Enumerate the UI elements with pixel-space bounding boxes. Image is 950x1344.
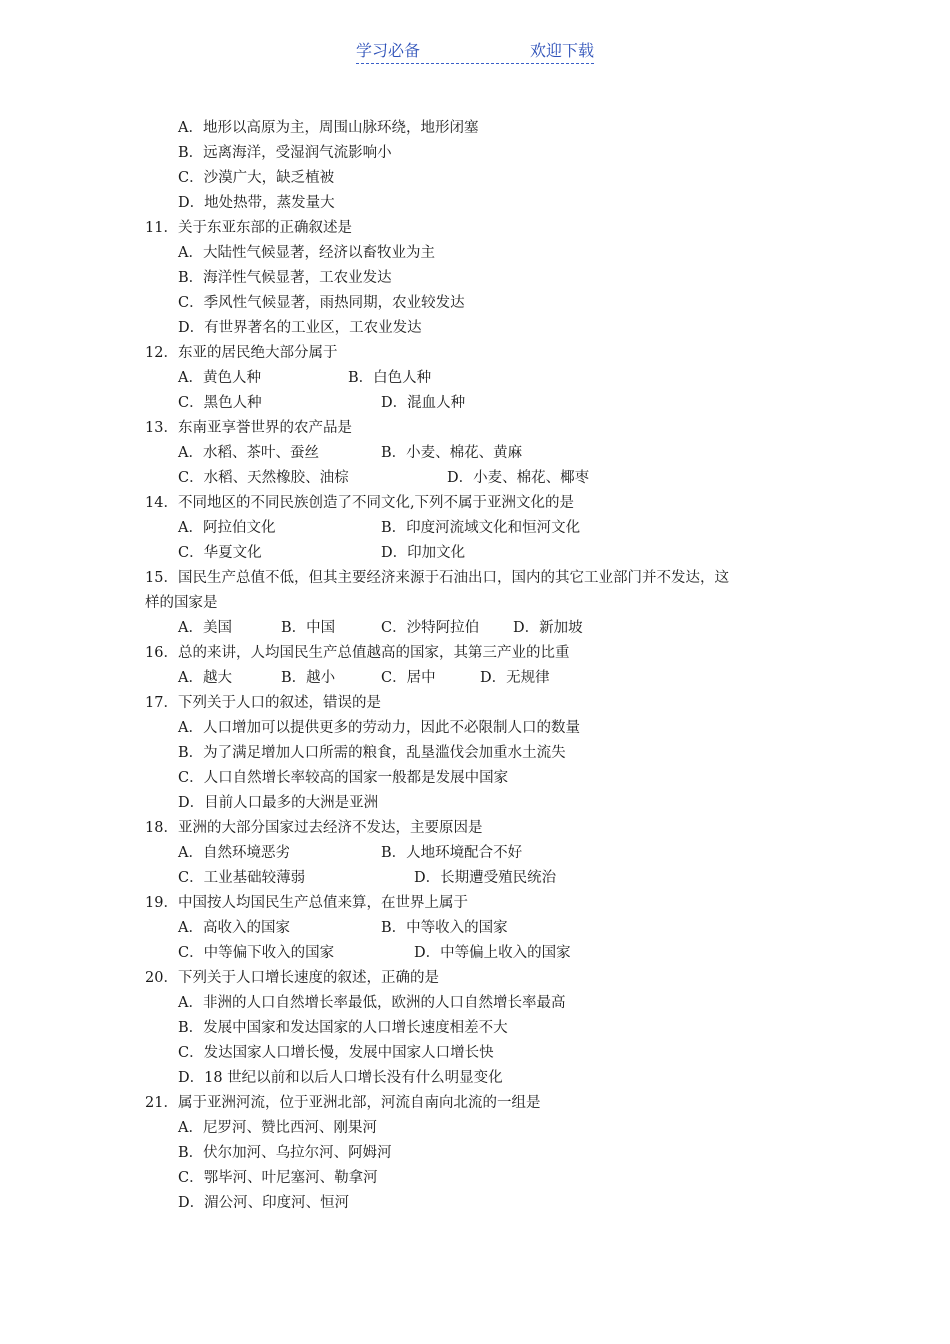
option-row <box>145 391 825 416</box>
question-16: 16．总的来讲，人均国民生产总值越高的国家，其第三产业的比重 <box>145 645 570 661</box>
option-line: D．湄公河、印度河、恒河 <box>178 1195 350 1211</box>
option: B．印度河流域文化和恒河文化 <box>381 520 581 536</box>
option: D．混血人种 <box>381 395 466 411</box>
option-line: D．18 世纪以前和以后人口增长没有什么明显变化 <box>178 1070 503 1086</box>
option-row <box>145 466 825 491</box>
option-line: A．大陆性气候显著，经济以畜牧业为主 <box>178 245 435 261</box>
question-21: 21．属于亚洲河流，位于亚洲北部，河流自南向北流的一组是 <box>145 1095 541 1111</box>
option: B．中国 <box>281 620 336 636</box>
option: B．人地环境配合不好 <box>381 845 523 861</box>
option-line: A．地形以高原为主，周围山脉环绕，地形闭塞 <box>178 120 479 136</box>
option-line: C．人口自然增长率较高的国家一般都是发展中国家 <box>178 770 509 786</box>
header-left-text: 学习必备 <box>356 41 421 60</box>
option: A．高收入的国家 <box>178 920 290 936</box>
option: B．白色人种 <box>348 370 432 386</box>
option-line: A．非洲的人口自然增长率最低，欧洲的人口自然增长率最高 <box>178 995 566 1011</box>
option-line: C．沙漠广大，缺乏植被 <box>178 170 335 186</box>
option-line: D．有世界著名的工业区，工农业发达 <box>178 320 422 336</box>
option-line: B．远离海洋，受湿润气流影响小 <box>178 145 392 161</box>
option-line: C．鄂毕河、叶尼塞河、勒拿河 <box>178 1170 378 1186</box>
question-19: 19．中国按人均国民生产总值来算，在世界上属于 <box>145 895 468 911</box>
option-row <box>145 666 825 691</box>
option-line: D．目前人口最多的大洲是亚洲 <box>178 795 379 811</box>
question-list <box>145 116 825 1216</box>
question-14: 14．不同地区的不同民族创造了不同文化,下列不属于亚洲文化的是 <box>145 495 575 511</box>
option-row <box>145 941 825 966</box>
option-line: C．季风性气候显著，雨热同期，农业较发达 <box>178 295 465 311</box>
question-13: 13．东南亚享誉世界的农产品是 <box>145 420 352 436</box>
option: C．水稻、天然橡胶、油棕 <box>178 470 349 486</box>
header-right-text: 欢迎下载 <box>529 41 594 60</box>
option-line: B．海洋性气候显著，工农业发达 <box>178 270 392 286</box>
page-header <box>356 38 594 64</box>
question-12: 12．东亚的居民绝大部分属于 <box>145 345 338 361</box>
question-15: 15．国民生产总值不低，但其主要经济来源于石油出口，国内的其它工业部门并不发达，这 <box>145 570 729 586</box>
question-18: 18．亚洲的大部分国家过去经济不发达，主要原因是 <box>145 820 483 836</box>
option-line: A．尼罗河、赞比西河、刚果河 <box>178 1120 377 1136</box>
option: D．无规律 <box>480 670 550 686</box>
option-row <box>145 866 825 891</box>
option: B．中等收入的国家 <box>381 920 508 936</box>
question-15-continued: 样的国家是 <box>145 595 218 611</box>
option-line: D．地处热带，蒸发量大 <box>178 195 335 211</box>
option: A．美国 <box>178 620 232 636</box>
option-line: B．为了满足增加人口所需的粮食，乱垦滥伐会加重水土流失 <box>178 745 566 761</box>
option: A．自然环境恶劣 <box>178 845 290 861</box>
option-row <box>145 366 825 391</box>
option-row <box>145 441 825 466</box>
option: A．越大 <box>178 670 232 686</box>
option-row <box>145 516 825 541</box>
option: A．水稻、茶叶、蚕丝 <box>178 445 319 461</box>
option: D．新加坡 <box>513 620 583 636</box>
option: C．居中 <box>381 670 436 686</box>
option: B．越小 <box>281 670 336 686</box>
option: D．小麦、棉花、椰枣 <box>447 470 590 486</box>
option: D．中等偏上收入的国家 <box>414 945 571 961</box>
option: D．长期遭受殖民统治 <box>414 870 557 886</box>
option: C．华夏文化 <box>178 545 262 561</box>
question-11: 11．关于东亚东部的正确叙述是 <box>145 220 352 236</box>
question-17: 17．下列关于人口的叙述，错误的是 <box>145 695 381 711</box>
option-line: C．发达国家人口增长慢，发展中国家人口增长快 <box>178 1045 494 1061</box>
option-row <box>145 541 825 566</box>
option: C．中等偏下收入的国家 <box>178 945 335 961</box>
option: D．印加文化 <box>381 545 466 561</box>
option: A．阿拉伯文化 <box>178 520 276 536</box>
option: C．沙特阿拉伯 <box>381 620 480 636</box>
option: C．工业基础较薄弱 <box>178 870 306 886</box>
option: B．小麦、棉花、黄麻 <box>381 445 523 461</box>
option: C．黑色人种 <box>178 395 262 411</box>
option: A．黄色人种 <box>178 370 261 386</box>
option-row <box>145 841 825 866</box>
question-20: 20．下列关于人口增长速度的叙述，正确的是 <box>145 970 439 986</box>
option-line: B．伏尔加河、乌拉尔河、阿姆河 <box>178 1145 392 1161</box>
option-row <box>145 916 825 941</box>
option-row <box>145 616 825 641</box>
option-line: A．人口增加可以提供更多的劳动力，因此不必限制人口的数量 <box>178 720 580 736</box>
option-line: B．发展中国家和发达国家的人口增长速度相差不大 <box>178 1020 508 1036</box>
